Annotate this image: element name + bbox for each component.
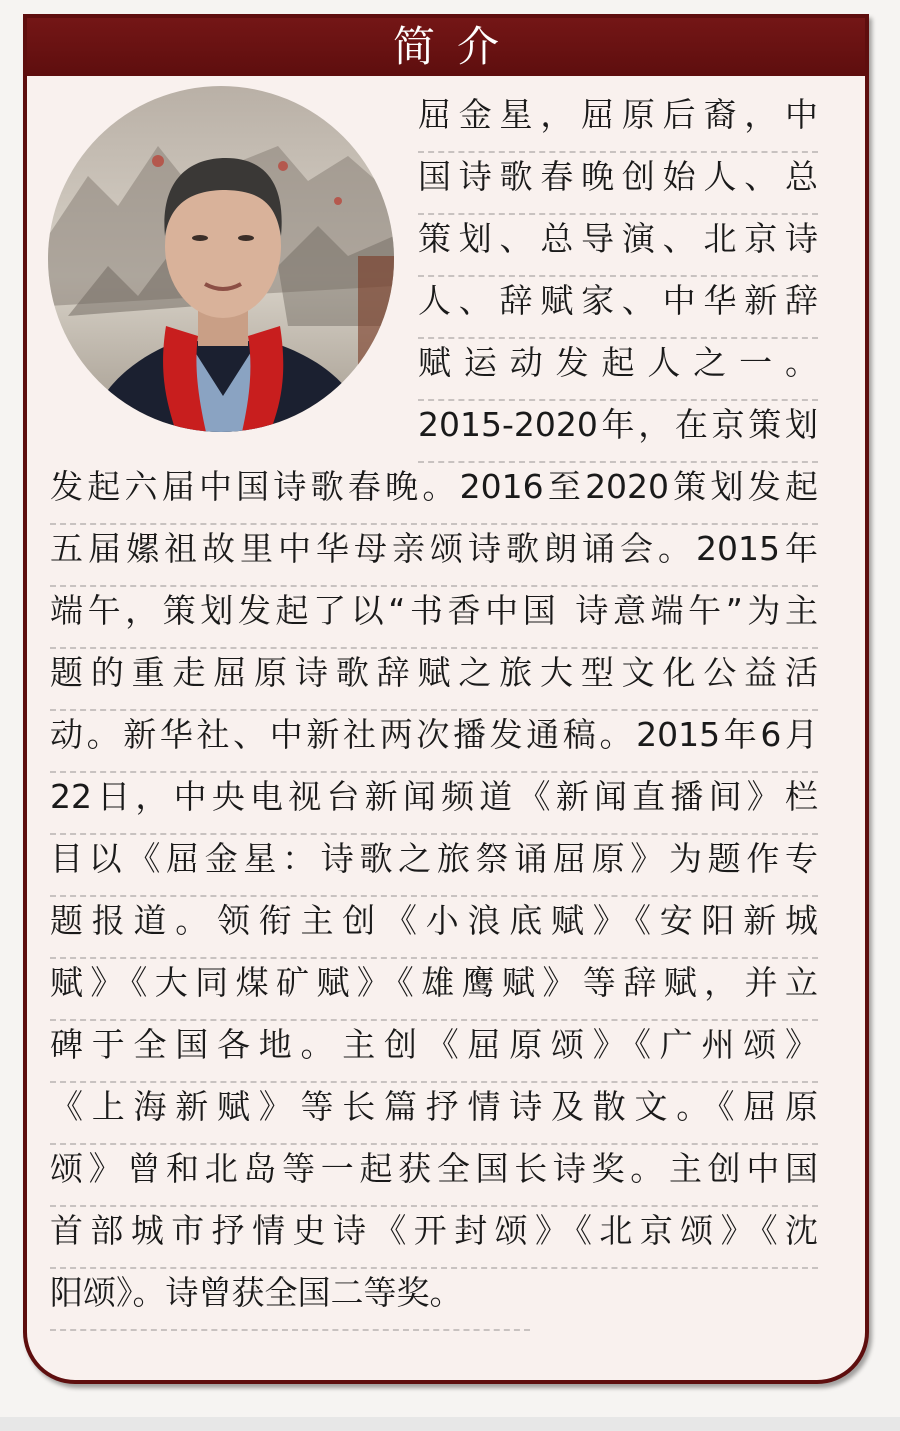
bio-line: 题报道。领衔主创《小浪底赋》《安阳新城 [50,897,818,959]
bio-line: 五届嫘祖故里中华母亲颂诗歌朗诵会。2015年 [50,525,818,587]
bio-line: 策划、总导演、北京诗 [418,215,818,277]
bio-line: 国诗歌春晚创始人、总 [418,153,818,215]
bio-line: 人、辞赋家、中华新辞 [418,277,818,339]
bottom-strip [0,1417,900,1431]
bio-line: 22日，中央电视台新闻频道《新闻直播间》栏 [50,773,818,835]
bio-line: 赋》《大同煤矿赋》《雄鹰赋》等辞赋，并立 [50,959,818,1021]
bio-line: 屈金星，屈原后裔，中 [418,91,818,153]
bio-line: 题的重走屈原诗歌辞赋之旅大型文化公益活 [50,649,818,711]
header-title: 简介 [392,22,521,71]
bio-line: 发起六届中国诗歌春晚。2016至2020策划发起 [50,463,818,525]
bio-line: 动。新华社、中新社两次播发通稿。2015年6月 [50,711,818,773]
portrait-photo [48,86,394,432]
portrait-image [48,86,394,432]
bio-line: 颂》曾和北岛等一起获全国长诗奖。主创中国 [50,1145,818,1207]
bio-line: 2015-2020年，在京策划 [418,401,818,463]
bio-line: 赋运动发起人之一。 [418,339,818,401]
bio-line: 目以《屈金星：诗歌之旅祭诵屈原》为题作专 [50,835,818,897]
header-bar [27,18,865,76]
bio-line: 端午，策划发起了以“书香中国 诗意端午”为主 [50,587,818,649]
bio-line: 《上海新赋》等长篇抒情诗及散文。《屈原 [50,1083,818,1145]
bio-line: 首部城市抒情史诗《开封颂》《北京颂》《沈 [50,1207,818,1269]
bio-line: 阳颂》。诗曾获全国二等奖。 [50,1269,530,1331]
bio-line: 碑于全国各地。主创《屈原颂》《广州颂》 [50,1021,818,1083]
